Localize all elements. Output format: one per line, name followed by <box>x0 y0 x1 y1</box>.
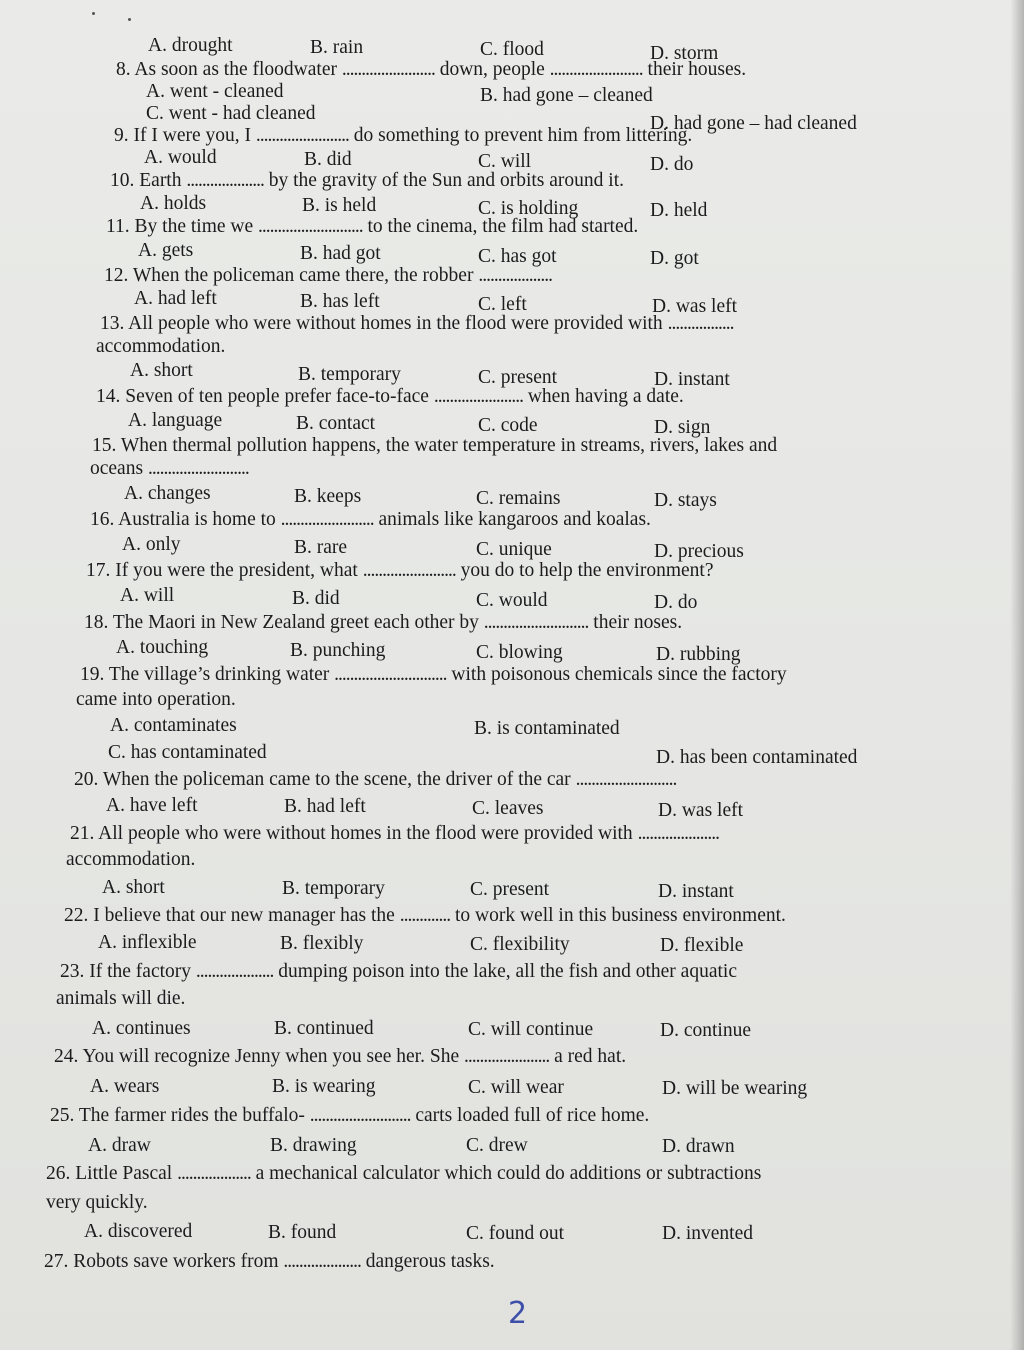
question-text: with poisonous chemicals since the factory <box>451 664 787 685</box>
q26-option-a: A. discovered <box>84 1221 193 1242</box>
question-9 <box>114 124 692 148</box>
answer-blank: ........................... <box>483 612 589 633</box>
q20-option-a: A. have left <box>106 795 198 816</box>
q20-option-c: C. leaves <box>472 798 544 819</box>
q7-option-a: A. drought <box>148 35 233 56</box>
q11-option-b: B. had got <box>300 243 381 264</box>
answer-blank: ................. <box>667 313 734 334</box>
q25-option-b: B. drawing <box>270 1135 357 1156</box>
question-text: 10. Earth <box>110 170 182 191</box>
q17-option-c: C. would <box>476 590 548 611</box>
question-text: dumping poison into the lake, all the fish and other aquatic <box>278 961 737 982</box>
answer-blank: ................... <box>478 265 552 286</box>
question-24 <box>54 1045 626 1069</box>
q26-option-b: B. found <box>268 1222 337 1243</box>
question-text: when having a date. <box>527 386 684 407</box>
q11-option-c: C. has got <box>478 246 557 267</box>
question-11 <box>106 215 638 239</box>
answer-blank: ................... <box>177 1163 251 1184</box>
q15-option-b: B. keeps <box>294 486 362 507</box>
question-21-continuation: accommodation. <box>66 849 196 870</box>
question-text: 23. If the factory <box>60 961 192 982</box>
q21-option-b: B. temporary <box>282 878 385 899</box>
q21-option-d: D. instant <box>658 881 734 902</box>
q14-option-c: C. code <box>478 415 538 436</box>
q18-option-c: C. blowing <box>476 642 563 663</box>
q7-option-b: B. rain <box>310 37 364 58</box>
q25-option-a: A. draw <box>88 1135 151 1156</box>
answer-blank: ............. <box>399 905 451 926</box>
q10-option-c: C. is holding <box>478 198 579 219</box>
question-text: 22. I believe that our new manager has the <box>64 905 395 926</box>
question-text: dangerous tasks. <box>365 1251 495 1272</box>
q12-option-a: A. had left <box>134 288 217 309</box>
q8-option-c: C. went - had cleaned <box>146 103 316 124</box>
q12-option-d: D. was left <box>652 296 738 317</box>
q23-option-a: A. continues <box>92 1018 191 1039</box>
q25-option-c: C. drew <box>466 1135 528 1156</box>
q16-option-c: C. unique <box>476 539 552 560</box>
q21-option-a: A. short <box>102 877 165 898</box>
question-19 <box>80 663 787 687</box>
answer-blank: .................... <box>195 961 274 982</box>
q7-option-d: D. storm <box>650 43 719 64</box>
question-20 <box>74 768 676 792</box>
answer-blank: .................... <box>186 170 264 191</box>
q21-option-c: C. present <box>470 879 550 900</box>
q24-option-b: B. is wearing <box>272 1076 376 1097</box>
question-text: 26. Little Pascal <box>46 1163 173 1184</box>
q16-option-a: A. only <box>122 534 181 555</box>
q26-option-c: C. found out <box>466 1223 565 1244</box>
q19-option-a: A. contaminates <box>110 715 237 736</box>
answer-blank: .......................... <box>147 458 249 479</box>
answer-blank: ........................ <box>341 59 435 80</box>
question-text: to work well in this business environment. <box>454 905 786 926</box>
q22-option-a: A. inflexible <box>98 932 197 953</box>
q20-option-b: B. had left <box>284 796 366 817</box>
question-23 <box>60 960 737 984</box>
q23-option-c: C. will continue <box>468 1019 594 1040</box>
page-edge-shadow <box>1010 0 1024 1350</box>
question-text: their houses. <box>647 59 747 80</box>
q17-option-d: D. do <box>654 592 698 613</box>
q25-option-d: D. drawn <box>662 1136 735 1157</box>
question-text: 13. All people who were without homes in the flood were provided with <box>100 313 663 334</box>
q13-option-c: C. present <box>478 367 558 388</box>
q23-option-d: D. continue <box>660 1020 751 1041</box>
question-text: 8. As soon as the floodwater <box>116 59 337 80</box>
question-text: carts loaded full of rice home. <box>415 1105 650 1126</box>
question-text: their noses. <box>593 612 683 633</box>
question-13-continuation: accommodation. <box>96 336 226 357</box>
question-text: by the gravity of the Sun and orbits around it. <box>268 170 625 191</box>
q11-option-d: D. got <box>650 248 699 269</box>
question-text: 17. If you were the president, what <box>86 560 358 581</box>
q10-option-b: B. is held <box>302 195 377 216</box>
q9-option-b: B. did <box>304 149 352 170</box>
question-text: 25. The farmer rides the buffalo- <box>50 1105 305 1126</box>
answer-blank: ........................ <box>549 59 643 80</box>
answer-blank: ........................... <box>258 216 363 237</box>
q18-option-d: D. rubbing <box>656 644 741 665</box>
question-text: a red hat. <box>554 1046 627 1067</box>
q8-option-d: D. had gone – had cleaned <box>650 113 857 134</box>
q24-option-d: D. will be wearing <box>662 1078 808 1099</box>
answer-blank: .......................... <box>575 769 677 790</box>
question-26 <box>46 1162 761 1186</box>
q10-option-a: A. holds <box>140 193 207 214</box>
question-text: down, people <box>439 59 545 80</box>
question-text: 18. The Maori in New Zealand greet each other by <box>84 612 479 633</box>
q14-option-a: A. language <box>128 410 223 431</box>
q16-option-b: B. rare <box>294 537 348 558</box>
question-text: 12. When the policeman came there, the robber <box>104 265 474 286</box>
question-19-continuation: came into operation. <box>76 689 236 710</box>
question-text: to the cinema, the film had started. <box>367 216 639 237</box>
q26-option-d: D. invented <box>662 1223 753 1244</box>
q10-option-d: D. held <box>650 200 708 221</box>
question-text: 21. All people who were without homes in the flood were provided with <box>70 823 633 844</box>
question-13 <box>100 312 733 336</box>
q22-option-d: D. flexible <box>660 935 744 956</box>
answer-blank: .......................... <box>309 1105 411 1126</box>
question-17 <box>86 559 714 583</box>
q13-option-b: B. temporary <box>298 364 401 385</box>
q22-option-b: B. flexibly <box>280 933 364 954</box>
q13-option-a: A. short <box>130 360 193 381</box>
q23-option-b: B. continued <box>274 1018 374 1039</box>
question-26-continuation: very quickly. <box>46 1192 148 1213</box>
q9-option-d: D. do <box>650 154 694 175</box>
q16-option-d: D. precious <box>654 541 744 562</box>
q18-option-b: B. punching <box>290 640 386 661</box>
answer-blank: ........................ <box>255 125 349 146</box>
question-21 <box>70 822 719 846</box>
q8-option-a: A. went - cleaned <box>146 81 284 102</box>
q13-option-d: D. instant <box>654 369 730 390</box>
q7-option-c: C. flood <box>480 39 544 60</box>
paper-speck <box>128 18 131 21</box>
question-12 <box>104 264 552 288</box>
question-14 <box>96 385 684 409</box>
question-text: 14. Seven of ten people prefer face-to-face <box>96 386 429 407</box>
question-8 <box>116 58 746 82</box>
answer-blank: ...................... <box>463 1046 550 1067</box>
question-27 <box>44 1250 495 1274</box>
q14-option-d: D. sign <box>654 417 711 438</box>
q8-option-b: B. had gone – cleaned <box>480 85 653 106</box>
question-16 <box>90 508 651 532</box>
q20-option-d: D. was left <box>658 800 744 821</box>
question-25 <box>50 1104 649 1128</box>
q11-option-a: A. gets <box>138 240 194 261</box>
answer-blank: ....................... <box>433 386 523 407</box>
question-text: 27. Robots save workers from <box>44 1251 279 1272</box>
answer-blank: .................... <box>283 1251 361 1272</box>
question-15-continuation <box>90 457 249 481</box>
question-text: oceans <box>90 458 144 479</box>
q12-option-b: B. has left <box>300 291 380 312</box>
question-22 <box>64 904 786 928</box>
question-text: 24. You will recognize Jenny when you see her. She <box>54 1046 460 1067</box>
q9-option-a: A. would <box>144 147 217 168</box>
question-10 <box>110 169 624 193</box>
question-text: 20. When the policeman came to the scene, the driver of the car <box>74 769 571 790</box>
q15-option-a: A. changes <box>124 483 211 504</box>
answer-blank: ............................. <box>334 664 447 685</box>
q9-option-c: C. will <box>478 151 532 172</box>
q18-option-a: A. touching <box>116 637 209 658</box>
q15-option-d: D. stays <box>654 490 717 511</box>
question-text: 19. The village’s drinking water <box>80 664 330 685</box>
q19-option-b: B. is contaminated <box>474 718 620 739</box>
question-text: a mechanical calculator which could do additions or subtractions <box>255 1163 762 1184</box>
page-number: 2 <box>508 1296 528 1331</box>
question-text: do something to prevent him from littering. <box>353 125 693 146</box>
answer-blank: ........................ <box>280 509 374 530</box>
question-18 <box>84 611 682 635</box>
question-text: you do to help the environment? <box>460 560 714 581</box>
question-text: 16. Australia is home to <box>90 509 276 530</box>
question-text: animals like kangaroos and koalas. <box>378 509 651 530</box>
q14-option-b: B. contact <box>296 413 376 434</box>
q19-option-c: C. has contaminated <box>108 742 267 763</box>
q19-option-d: D. has been contaminated <box>656 747 858 768</box>
q15-option-c: C. remains <box>476 488 561 509</box>
question-15: 15. When thermal pollution happens, the water temperature in streams, rivers, lakes and <box>92 435 778 456</box>
q24-option-a: A. wears <box>90 1076 160 1097</box>
q22-option-c: C. flexibility <box>470 934 570 955</box>
answer-blank: ..................... <box>637 823 719 844</box>
q17-option-a: A. will <box>120 585 175 606</box>
answer-blank: ........................ <box>362 560 456 581</box>
q12-option-c: C. left <box>478 294 527 315</box>
question-23-continuation: animals will die. <box>56 988 186 1009</box>
question-text: 11. By the time we <box>106 216 254 237</box>
q17-option-b: B. did <box>292 588 340 609</box>
question-text: 9. If I were you, I <box>114 125 251 146</box>
paper-speck <box>92 12 95 15</box>
q24-option-c: C. will wear <box>468 1077 564 1098</box>
